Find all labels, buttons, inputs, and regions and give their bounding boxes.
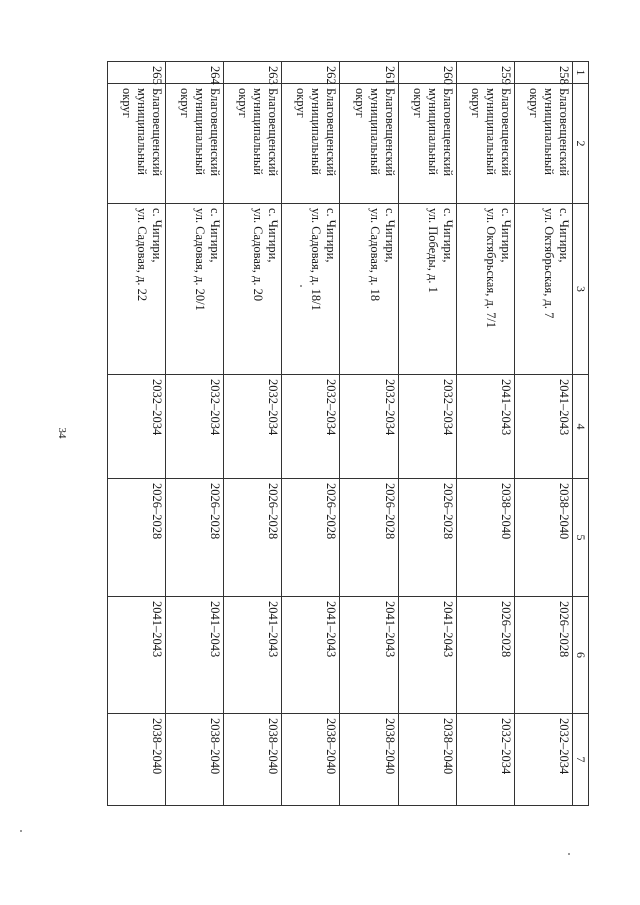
column-number-header: 4 [573, 375, 589, 479]
address-cell [166, 204, 224, 375]
address-settlement: с. Чигири, [440, 208, 455, 263]
district-cell: Благовещенский муниципальный округ [108, 84, 166, 204]
address-street: ул. Октябрьская, д. 7 [542, 208, 556, 319]
district-cell: Благовещенский муниципальный округ [282, 84, 340, 204]
row-number-cell: 258 [514, 62, 572, 84]
address-cell [398, 204, 456, 375]
period-cell: 2041–2043 [340, 597, 398, 714]
table-row [456, 62, 514, 806]
row-number-cell: 265 [108, 62, 166, 84]
period-cell: 2026–2028 [108, 479, 166, 597]
period-cell: 2038–2040 [456, 479, 514, 597]
period-cell: 2041–2043 [282, 597, 340, 714]
register-table [107, 61, 589, 806]
row-number-cell: 260 [398, 62, 456, 84]
address-settlement: с. Чигири, [266, 208, 281, 263]
column-number-header: 1 [573, 62, 589, 84]
column-number-header: 7 [573, 714, 589, 806]
period-cell: 2026–2028 [398, 479, 456, 597]
column-number-header: 3 [573, 204, 589, 375]
period-cell: 2038–2040 [282, 714, 340, 806]
address-street: ул. Садовая, д. 18 [367, 208, 382, 302]
address-street: ул. Садовая, д. 20 [251, 208, 266, 302]
table-row [282, 62, 340, 806]
table-row [340, 62, 398, 806]
register-table-container [107, 61, 589, 805]
period-cell: 2032–2034 [108, 375, 166, 479]
period-cell: 2026–2028 [224, 479, 282, 597]
column-number-header: 5 [573, 479, 589, 597]
address-cell [108, 204, 166, 375]
table-row [398, 62, 456, 806]
period-cell: 2032–2034 [282, 375, 340, 479]
scan-speck [568, 853, 570, 855]
period-cell: 2038–2040 [514, 479, 572, 597]
address-cell [514, 204, 572, 375]
district-cell: Благовещенский муниципальный округ [224, 84, 282, 204]
period-cell: 2032–2034 [398, 375, 456, 479]
column-number-header: 2 [573, 84, 589, 204]
period-cell: 2026–2028 [514, 597, 572, 714]
period-cell: 2032–2034 [224, 375, 282, 479]
period-cell: 2041–2043 [514, 375, 572, 479]
row-number-cell: 261 [340, 62, 398, 84]
address-settlement: с. Чигири, [382, 208, 397, 263]
address-cell [340, 204, 398, 375]
district-cell: Благовещенский муниципальный округ [398, 84, 456, 204]
column-number-header: 6 [573, 597, 589, 714]
period-cell: 2041–2043 [398, 597, 456, 714]
row-number-cell: 262 [282, 62, 340, 84]
period-cell: 2041–2043 [108, 597, 166, 714]
period-cell: 2032–2034 [166, 375, 224, 479]
period-cell: 2026–2028 [282, 479, 340, 597]
address-cell [456, 204, 514, 375]
page-number: 34 [56, 427, 68, 439]
period-cell: 2041–2043 [166, 597, 224, 714]
period-cell: 2032–2034 [514, 714, 572, 806]
period-cell: 2032–2034 [456, 714, 514, 806]
period-cell: 2038–2040 [108, 714, 166, 806]
address-settlement: с. Чигири, [324, 208, 339, 263]
period-cell: 2038–2040 [166, 714, 224, 806]
period-cell: 2038–2040 [224, 714, 282, 806]
period-cell: 2041–2043 [224, 597, 282, 714]
scan-speck [20, 830, 22, 832]
period-cell: 2026–2028 [340, 479, 398, 597]
table-row [514, 62, 572, 806]
address-cell [282, 204, 340, 375]
address-cell [224, 204, 282, 375]
address-settlement: с. Чигири, [557, 208, 571, 263]
table-row [224, 62, 282, 806]
table-header-row [573, 62, 589, 806]
address-street: ул. Садовая, д. 20/1 [193, 208, 208, 311]
period-cell: 2026–2028 [456, 597, 514, 714]
address-settlement: с. Чигири, [498, 208, 513, 263]
address-settlement: с. Чигири, [150, 208, 165, 263]
row-number-cell: 263 [224, 62, 282, 84]
row-number-cell: 264 [166, 62, 224, 84]
table-row [108, 62, 166, 806]
table-row [166, 62, 224, 806]
district-cell: Благовещенский муниципальный округ [514, 84, 572, 204]
district-cell: Благовещенский муниципальный округ [340, 84, 398, 204]
period-cell: 2038–2040 [398, 714, 456, 806]
rotated-table [107, 61, 589, 805]
row-number-cell: 259 [456, 62, 514, 84]
period-cell: 2038–2040 [340, 714, 398, 806]
district-cell: Благовещенский муниципальный округ [456, 84, 514, 204]
address-street: ул. Садовая, д. 22 [135, 208, 150, 302]
district-cell: Благовещенский муниципальный округ [166, 84, 224, 204]
address-street: ул. Октябрьская, д. 7/1 [483, 208, 498, 329]
period-cell: 2032–2034 [340, 375, 398, 479]
period-cell: 2026–2028 [166, 479, 224, 597]
address-settlement: с. Чигири, [208, 208, 223, 263]
address-street: ул. Победы, д. 1 [425, 208, 440, 293]
period-cell: 2041–2043 [456, 375, 514, 479]
address-street: ул. Садовая, д. 18/1 [309, 208, 324, 311]
